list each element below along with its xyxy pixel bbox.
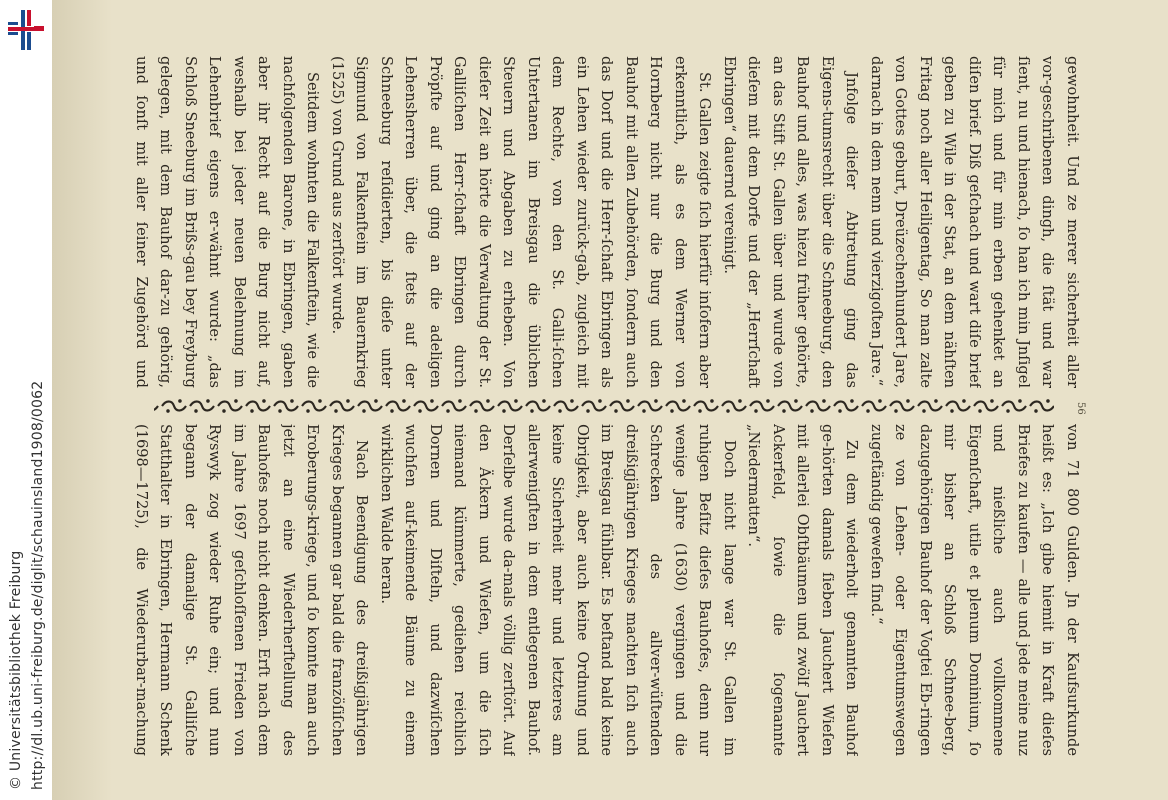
- source-url[interactable]: http://dl.ub.uni-freiburg.de/diglit/schauinsland1908/0062: [30, 380, 46, 790]
- paragraph: von 71 800 Gulden. Jn der Kaufsurkunde heißt es: „Ich gibe hiemit in Kraft dieſes Briefes zu kaufen — alle und jede meine nuz und nießliche auch vollkommene Eigenſchaft, utile et plenum Dominium, ſo mir bisher an Schloß Schnee‑berg, dazugehörigen Bauhof der Vogtei Eb‑ringen ze von Lehen‑ oder Eigentumswegen zugeſtändig geweſen ſind.“: [868, 424, 1081, 756]
- copyright-notice: © Universitätsbibliothek Freiburg: [8, 550, 24, 790]
- paragraph: Jnfolge dieſer Abtretung ging das Eigens‑tumsrecht über die Schneeburg, den Bauhof und alles, was hiezu früher gehörte, an das Stift St. Gallen über und wurde von dieſem mit dem Dorfe und der „Herrſchaft Ebringen“ dauernd vereinigt.: [721, 56, 861, 388]
- paragraph: Doch nicht lange war St. Gallen im ruhigen Beſitz dieſes Bauhofes, denn nur wenige Jahre (1630) vergingen und die Schrecken des allver‑wüſtenden dreißigjährigen Krieges machten ſich auch im Breisgau fühlbar. Es beſtand bald keine Obrigkeit, aber auch keine Ordnung und keine Sicherheit mehr und letzteres am allerwenigſten in dem entlegenen Bauhof. Derſelbe wurde da‑mals völlig zerſtört. Auf den Äckern und Wieſen, um die ſich niemand kümmerte, gediehen reichlich Dornen und Diſteln, und dazwiſchen wuchſen auf‑keimende Bäume zu einem wirklichen Walde heran.: [378, 424, 738, 756]
- text-column-left: [124, 56, 1084, 388]
- paragraph: Seitdem wohnten die Falkenſtein, wie die nachfolgenden Barone, in Ebringen, gaben aber ihr Recht auf die Burg nicht auf, weshalb bei jeder neuen Belehnung im Lehenbrief eigens er‑wähnt wurde: „das Schloß Sneeburg im Brißs‑gau bey Freyburg gelegen, mit dem Bauhof dar‑zu gehörig, und ſonſt mit aller ſeiner Zugehörd und: [133, 56, 322, 388]
- page-gutter-shadow: [52, 0, 112, 800]
- paragraph: St. Gallen zeigte ſich hierfür inſofern aber erkenntlich, als es dem Werner von Hornberg nicht nur die Burg und den Bauhof mit allen Zubehörden, ſondern auch das Dorf und die Herr‑ſchaft Ebringen als ein Lehen wieder zurück‑gab, zugleich mit dem Rechte, von den St. Galli‑ſchen Untertanen im Breisgau die üblichen Steuern und Abgaben zu erheben. Von dieſer Zeit an hörte die Verwaltung der St. Galliſchen Herr‑ſchaft Ebringen durch Pröpſte auf und ging an die adeligen Lehensherren über, die ſtets auf der Schneeburg reſidierten, bis dieſe unter Sigmund von Falkenſtein im Bauernkrieg (1525) von Grund aus zerſtört wurde.: [329, 56, 714, 388]
- paragraph: gewohnheit. Und ze merer sicherheit aller vor‑geschribenen dingh, die ſtät und war ſient, nu und hienach, ſo han ich min Jnſigel für mich und für min erben gehenket an diſen brief. Diß geſchach und wart diſe brief geben zu Wile in der Stat, an dem nähſten Fritag noch aller Heiligentag, So man zalte von Gottes geburt, Dreüzechenhundert Jare, darnach in dem nenn und vierzigoſten Jare.“: [868, 56, 1081, 388]
- text-column-right: [124, 424, 1084, 756]
- page-content: [124, 56, 1084, 756]
- ornamental-divider-icon: [124, 396, 1084, 416]
- page-number: 56: [1075, 402, 1086, 415]
- viewer-sidebar: [0, 0, 52, 800]
- paragraph: Nach Beendigung des dreißigjährigen Krieges begannen gar bald die franzöſiſchen Eroberungs‑kriege, und ſo konnte man auch jetzt an eine Wiederherſtellung des Bauhofes noch nicht denken. Erſt nach dem im Jahre 1697 geſchloſſenen Frieden von Ryswyk zog wieder Ruhe ein; und nun begann der damalige St. Galliſche Statthalter in Ebringen, Hermann Schenk (1698—1725), die Wiederurbar‑machung: [133, 424, 371, 756]
- rotated-text-block: [124, 56, 1084, 756]
- paragraph: Zu dem wiederholt genannten Bauhof ge‑hörten damals ſieben Jauchert Wieſen mit allerlei Obſtbäumen und zwölf Jauchert Ackerfeld, ſowie die ſogenannte „Niedermatten“.: [745, 424, 861, 756]
- university-logo-icon: [6, 8, 46, 52]
